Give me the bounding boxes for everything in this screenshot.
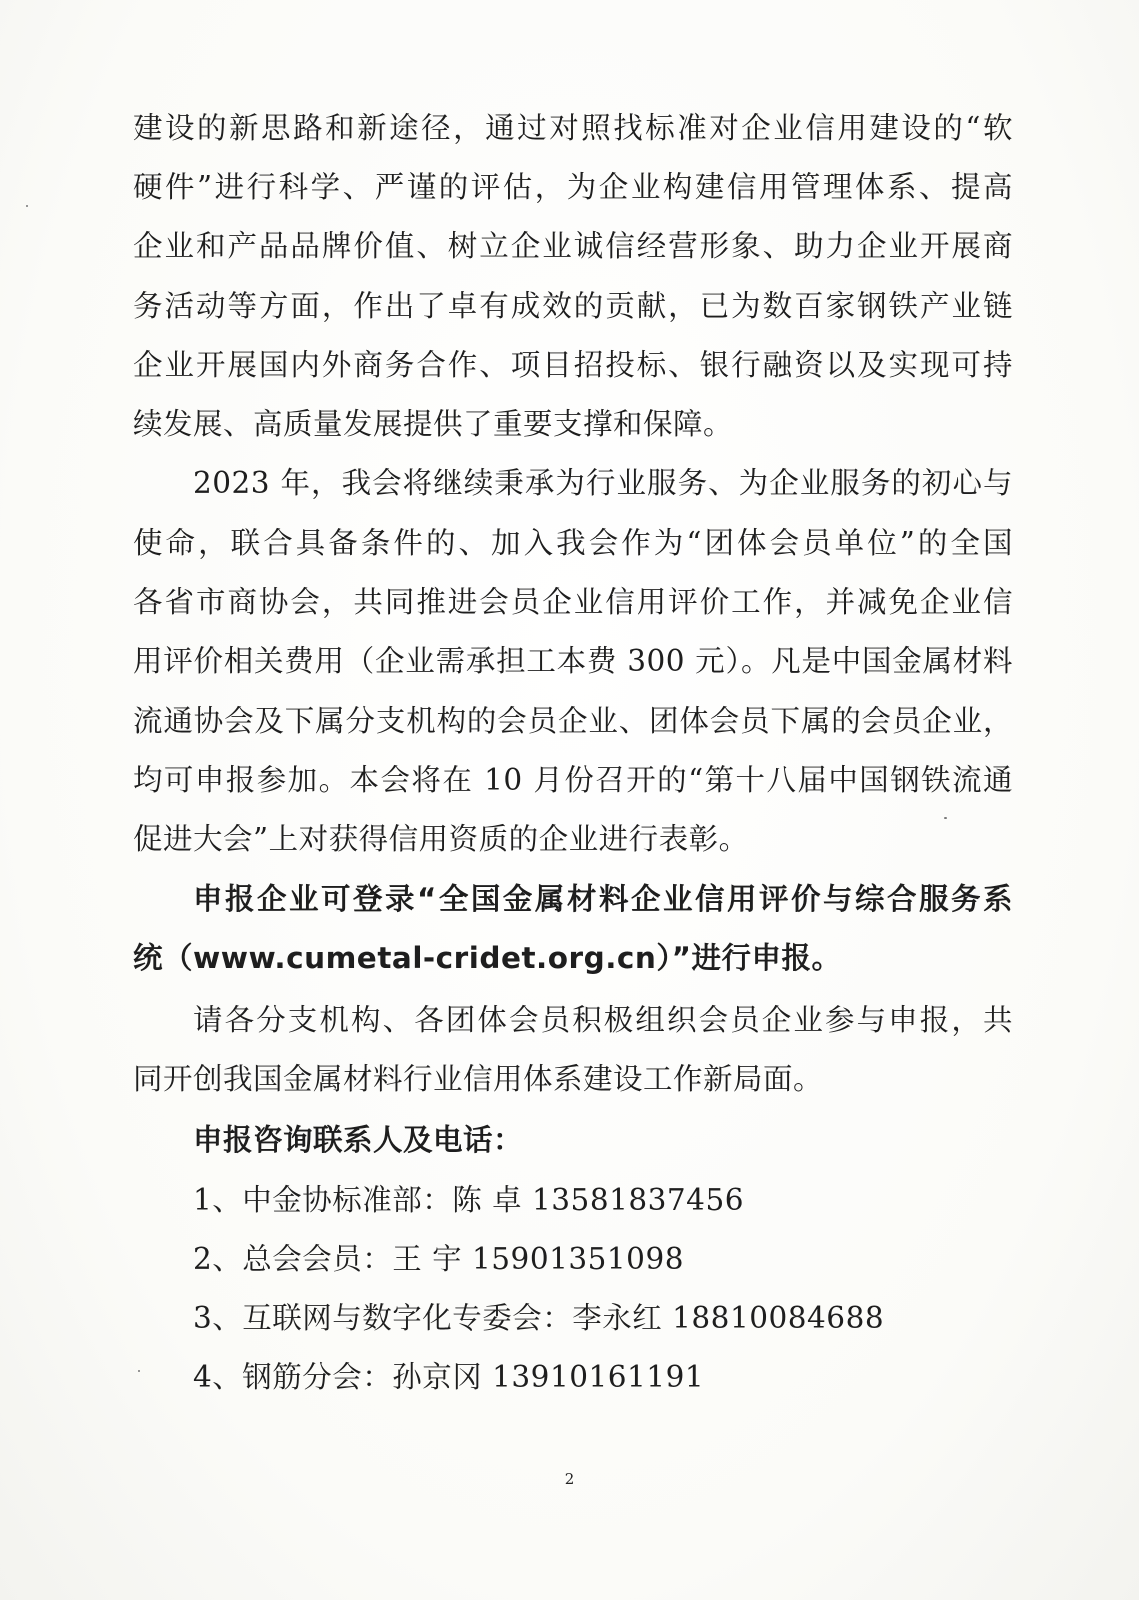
scan-speck xyxy=(138,1370,140,1372)
contact-item-4: 4、钢筋分会：孙京冈 13910161191 xyxy=(193,1360,705,1394)
paragraph-1-line-3: 企业和产品品牌价值、树立企业诚信经营形象、助力企业开展商 xyxy=(133,229,1013,263)
scan-speck xyxy=(26,205,28,207)
paragraph-2-line-2: 使命，联合具备条件的、加入我会作为“团体会员单位”的全国 xyxy=(133,526,1013,560)
paragraph-1-line-6: 续发展、高质量发展提供了重要支撑和保障。 xyxy=(133,407,734,441)
paragraph-2-line-5: 流通协会及下属分支机构的会员企业、团体会员下属的会员企业， xyxy=(133,704,1013,738)
paragraph-2-line-7: 促进大会”上对获得信用资质的企业进行表彰。 xyxy=(133,822,749,856)
paragraph-1-line-5: 企业开展国内外商务合作、项目招投标、银行融资以及实现可持 xyxy=(133,348,1013,382)
paragraph-1-line-2: 硬件”进行科学、严谨的评估，为企业构建信用管理体系、提高 xyxy=(133,170,1013,204)
paragraph-3-line-1: 申报企业可登录“全国金属材料企业信用评价与综合服务系 xyxy=(193,882,1013,916)
paragraph-2-line-1: 2023 年，我会将继续秉承为行业服务、为企业服务的初心与 xyxy=(193,466,1013,500)
paragraph-3-line-2: 统（www.cumetal-cridet.org.cn）”进行申报。 xyxy=(133,941,842,975)
contact-item-1: 1、中金协标准部：陈 卓 13581837456 xyxy=(193,1183,744,1217)
paragraph-2-line-3: 各省市商协会，共同推进会员企业信用评价工作，并减免企业信 xyxy=(133,585,1013,619)
scan-speck xyxy=(944,817,947,819)
paragraph-4-line-1: 请各分支机构、各团体会员积极组织会员企业参与申报，共 xyxy=(193,1003,1013,1037)
contact-item-3: 3、互联网与数字化专委会：李永红 18810084688 xyxy=(193,1301,885,1335)
paragraph-4-line-2: 同开创我国金属材料行业信用体系建设工作新局面。 xyxy=(133,1062,824,1096)
page-number: 2 xyxy=(564,1470,575,1488)
contact-item-2: 2、总会会员：王 宇 15901351098 xyxy=(193,1242,684,1276)
paragraph-2-line-4: 用评价相关费用（企业需承担工本费 300 元）。凡是中国金属材料 xyxy=(133,644,1013,678)
paragraph-1-line-4: 务活动等方面，作出了卓有成效的贡献，已为数百家钢铁产业链 xyxy=(133,289,1013,323)
paragraph-2-line-6: 均可申报参加。本会将在 10 月份召开的“第十八届中国钢铁流通 xyxy=(133,763,1013,797)
contacts-heading: 申报咨询联系人及电话： xyxy=(193,1123,524,1157)
paragraph-1-line-1: 建设的新思路和新途径，通过对照找标准对企业信用建设的“软 xyxy=(133,111,1013,145)
